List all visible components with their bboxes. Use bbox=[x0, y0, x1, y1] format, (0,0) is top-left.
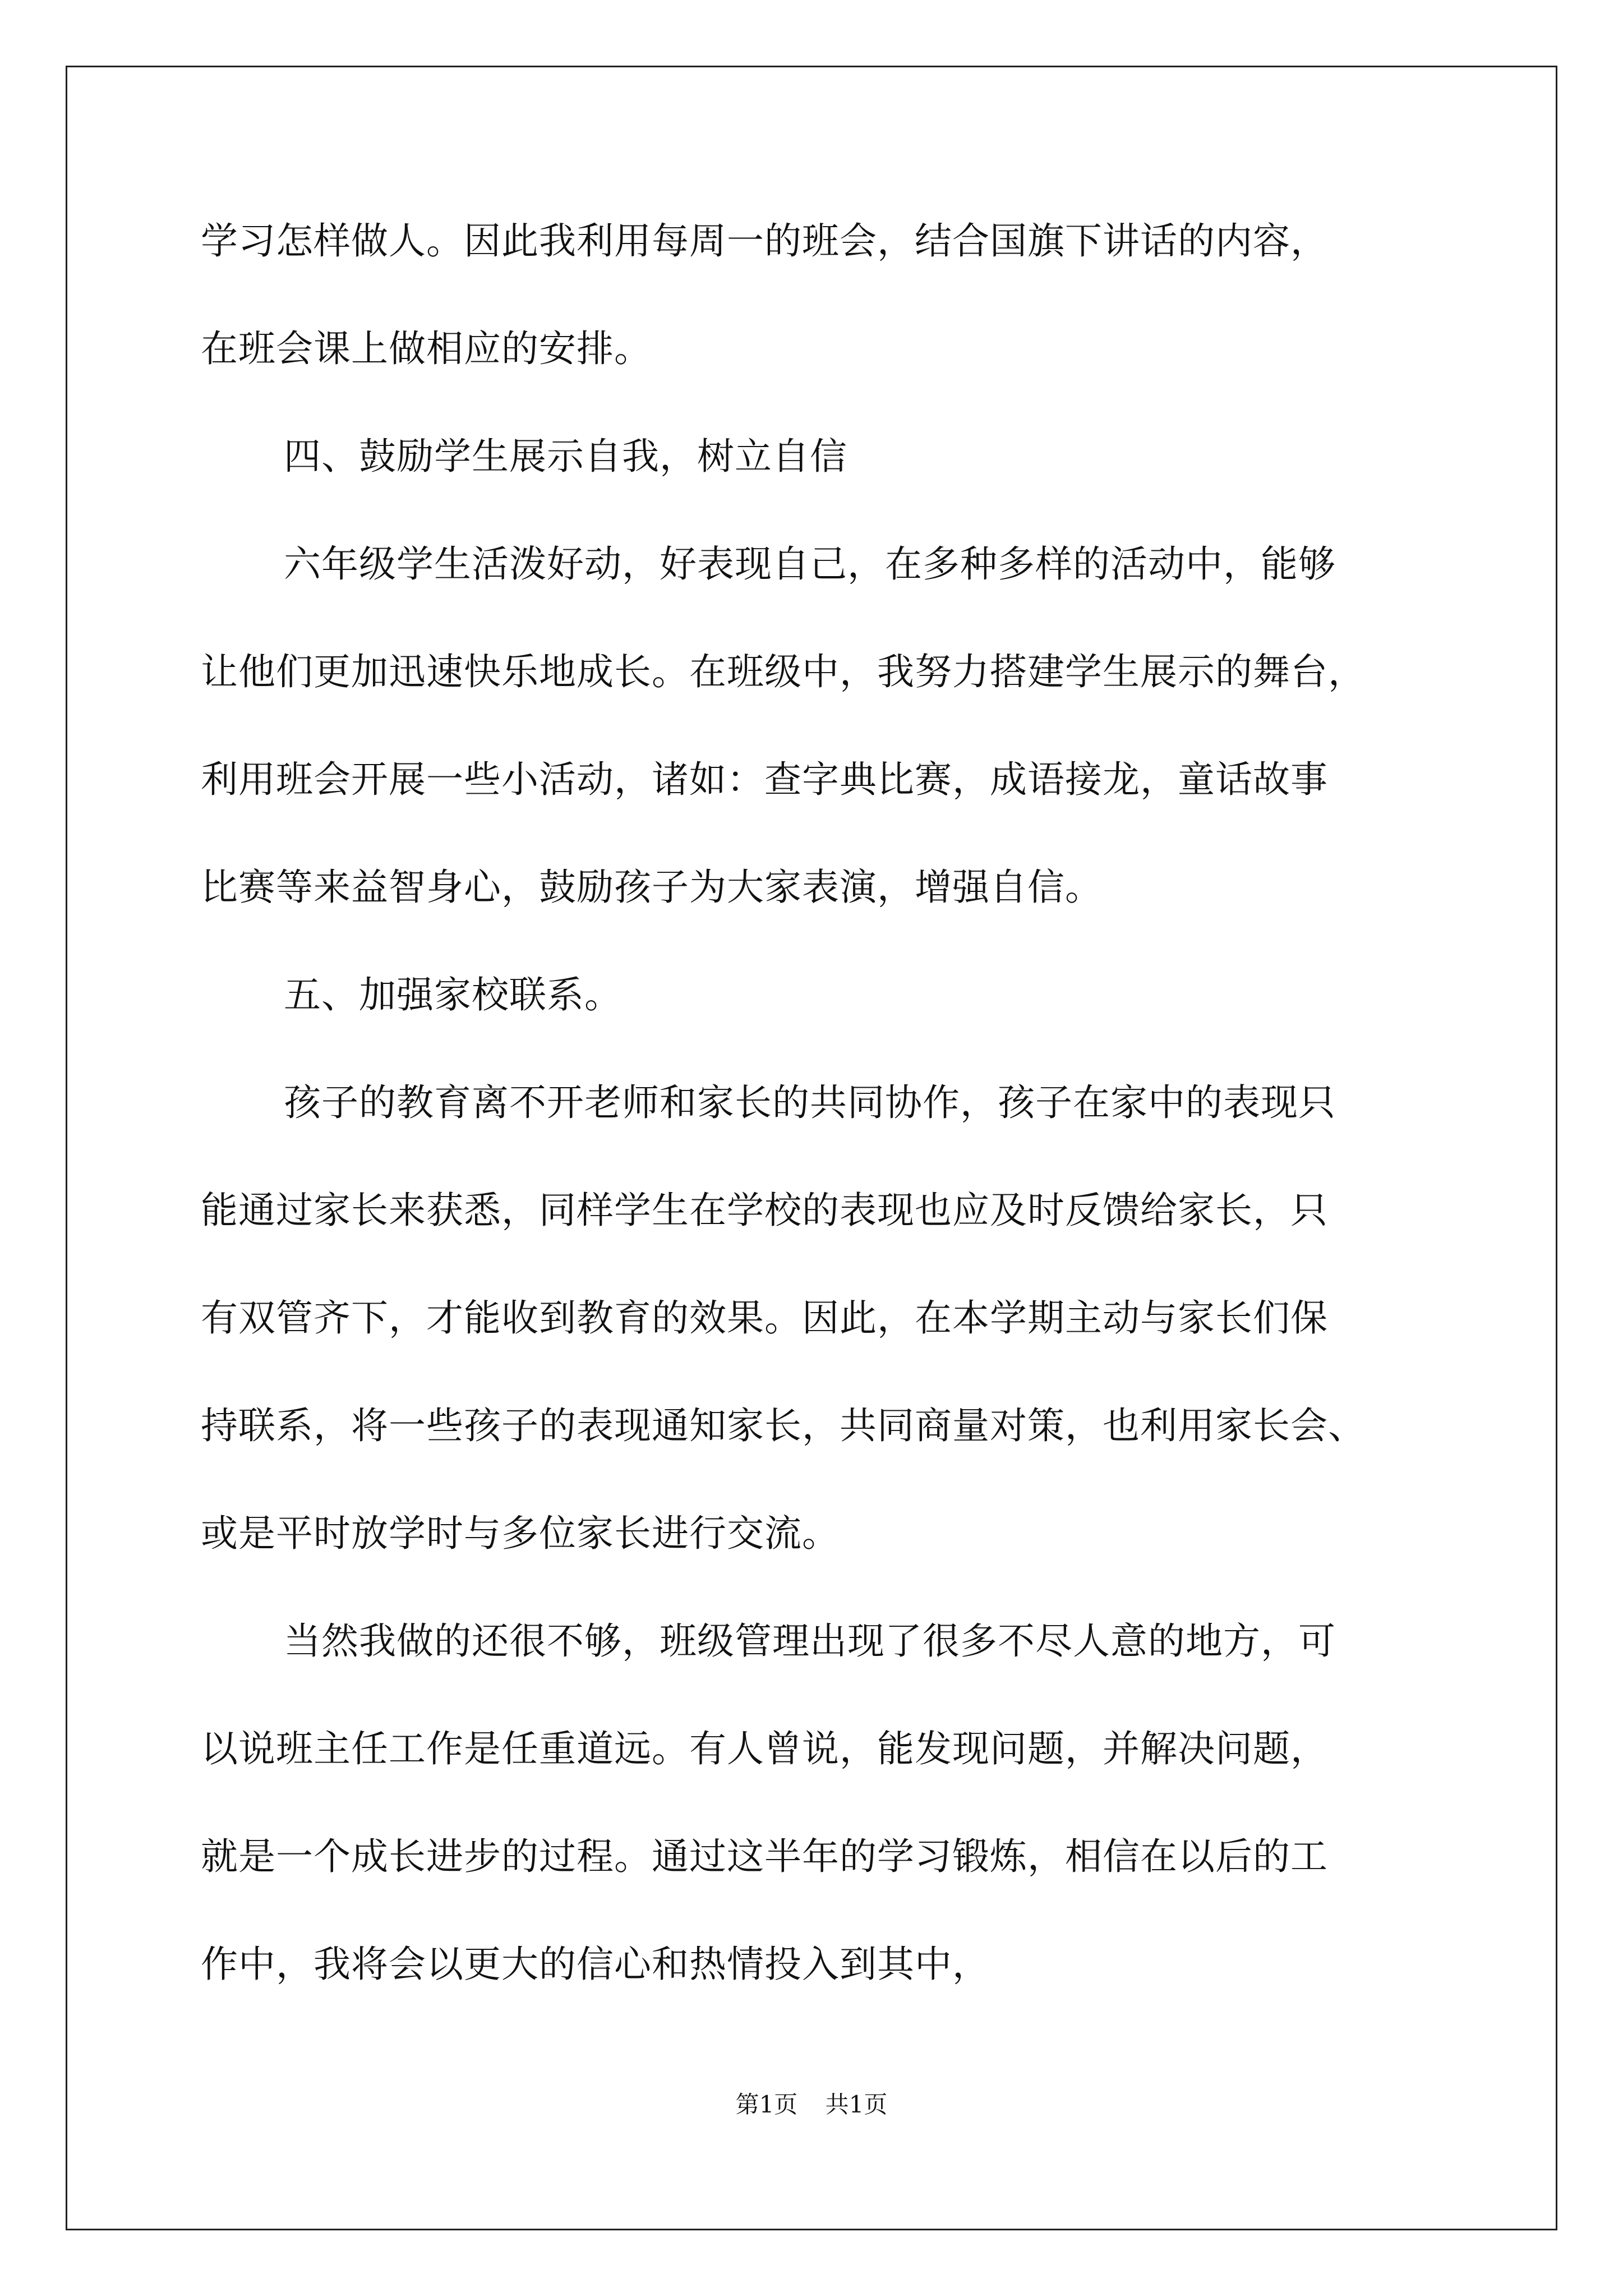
page-border bbox=[66, 66, 1557, 2230]
text-line: 六年级学生活泼好动，好表现自己，在多种多样的活动中，能够 bbox=[284, 542, 1336, 586]
text-line: 学习怎样做人。因此我利用每周一的班会，结合国旗下讲话的内容， bbox=[201, 219, 1328, 263]
text-line: 以说班主任工作是任重道远。有人曾说，能发现问题，并解决问题， bbox=[201, 1727, 1328, 1770]
text-line: 或是平时放学时与多位家长进行交流。 bbox=[201, 1512, 840, 1555]
text-line: 能通过家长来获悉，同样学生在学校的表现也应及时反馈给家长，只 bbox=[201, 1189, 1328, 1232]
section-heading: 四、鼓励学生展示自我，树立自信 bbox=[284, 435, 847, 478]
page-footer bbox=[0, 2088, 1623, 2122]
text-line: 作中，我将会以更大的信心和热情投入到其中， bbox=[201, 1943, 990, 1986]
text-line: 持联系，将一些孩子的表现通知家长，共同商量对策，也利用家长会、 bbox=[201, 1404, 1366, 1447]
text-line: 当然我做的还很不够，班级管理出现了很多不尽人意的地方，可 bbox=[284, 1619, 1336, 1663]
text-line: 让他们更加迅速快乐地成长。在班级中，我努力搭建学生展示的舞台， bbox=[201, 650, 1366, 693]
section-heading: 五、加强家校联系。 bbox=[284, 973, 622, 1016]
page-number: 第1页 bbox=[735, 2091, 798, 2118]
text-line: 利用班会开展一些小活动，诸如：查字典比赛，成语接龙，童话故事 bbox=[201, 758, 1328, 801]
page-total: 共1页 bbox=[825, 2091, 888, 2118]
text-line: 在班会课上做相应的安排。 bbox=[201, 327, 652, 370]
text-line: 孩子的教育离不开老师和家长的共同协作，孩子在家中的表现只 bbox=[284, 1081, 1336, 1124]
text-line: 就是一个成长进步的过程。通过这半年的学习锻炼，相信在以后的工 bbox=[201, 1835, 1328, 1878]
text-line: 比赛等来益智身心，鼓励孩子为大家表演，增强自信。 bbox=[201, 866, 1103, 909]
text-line: 有双管齐下，才能收到教育的效果。因此，在本学期主动与家长们保 bbox=[201, 1296, 1328, 1340]
